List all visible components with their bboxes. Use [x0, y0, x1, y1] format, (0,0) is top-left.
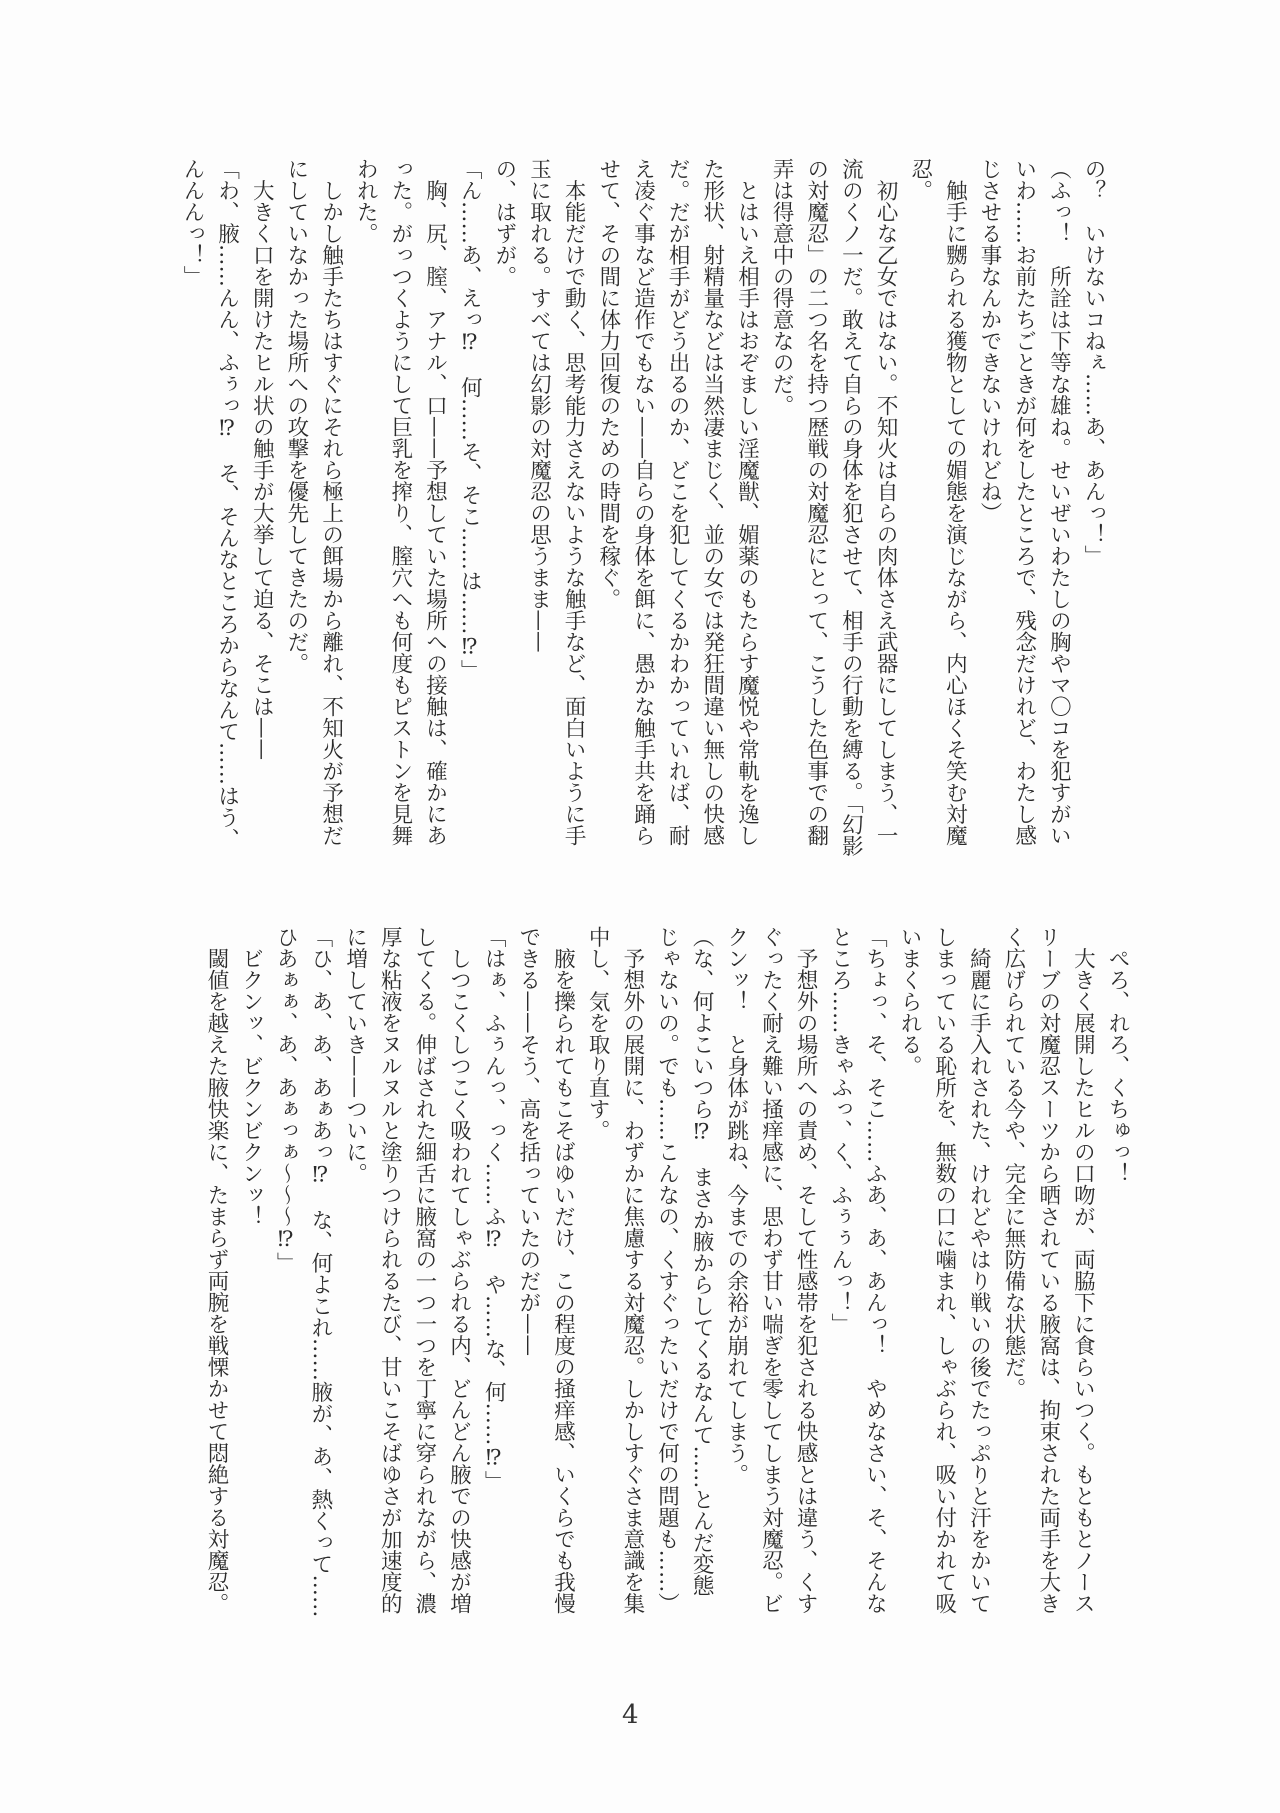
text-line: しつこくしつこく吸われてしゃぶられる内、どんどん腋での快感が増 [446, 926, 472, 1614]
text-line: ぺろ、れろ、くちゅっ！ [1105, 926, 1130, 1184]
text-line: せて、その間に体力回復のための時間を稼ぐ。 [595, 158, 621, 610]
text-line: の、はずが。 [491, 158, 517, 287]
text-line: 本能だけで動く、思考能力さえないような触手など、面白いように手 [561, 158, 587, 846]
text-line: 「わ、腋……んん、ふぅっ⁉ そ、そんなところからなんて……はう、 [214, 158, 240, 850]
text-line: 大きく展開したヒルの口吻が、両脇下に食らいつく。もともとノース [1070, 926, 1096, 1614]
text-line: 初心な乙女ではない。不知火は自らの肉体さえ武器にしてしまう、一 [873, 158, 899, 846]
text-line: の対魔忍」の二つ名を持つ歴戦の対魔忍にとって、こうした色事での翻 [803, 158, 829, 846]
text-line: 「ひ、あ、あ、あぁあっ⁉ な、何よこれ……腋が、あ、熱くって…… [307, 926, 333, 1618]
text-line: とはいえ相手はおぞましい淫魔獣、媚薬のもたらす魔悦や常軌を逸し [734, 158, 760, 846]
text-line: の？ いけないコねぇ……あ、あんっ！」 [1081, 158, 1106, 567]
text-line: 触手に嬲られる獲物としての媚態を演じながら、内心ほくそ笑む対魔 [942, 158, 968, 846]
text-line: ところ……きゃふっ、く、ふぅぅんっ！」 [827, 926, 853, 1335]
text-line: 綺麗に手入れされた、けれどやはり戦いの後でたっぷりと汗をかいて [966, 926, 992, 1614]
text-line: だ。だが相手がどう出るのか、どこを犯してくるかわかっていれば、耐 [665, 158, 691, 846]
text-line: 胸、尻、膣、アナル、口——予想していた場所への接触は、確かにあ [422, 158, 448, 846]
text-line: われた。 [353, 158, 379, 244]
text-line: 閾値を越えた腋快楽に、たまらず両腕を戦慄かせて悶絶する対魔忍。 [203, 926, 229, 1614]
text-line: く広げられている今や、完全に無防備な状態だ。 [1001, 926, 1027, 1399]
text-line: しかし触手たちはすぐにそれら極上の餌場から離れ、不知火が予想だ [318, 158, 344, 846]
page-number: 4 [622, 1700, 639, 1730]
text-line: 「ちょっ、そ、そこ……ふあ、あ、あんっ！ やめなさい、そ、そんな [862, 926, 888, 1614]
text-line: （ふっ！ 所詮は下等な雄ね。せいぜいわたしの胸やマ〇コを犯すがい [1046, 158, 1072, 846]
text-line: 予想外の展開に、わずかに焦慮する対魔忍。しかしすぐさま意識を集 [619, 926, 645, 1614]
text-line: ひあぁぁ、あ、あぁっぁ〜〜〜⁉」 [273, 926, 299, 1274]
text-line: ビクンッ、ビクンビクンッ！ [238, 926, 264, 1227]
text-line: いまくられる。 [897, 926, 923, 1077]
text-line: 流のくノ一だ。敢えて自らの身体を犯させて、相手の行動を縛る。「幻影 [838, 158, 864, 857]
text-line: （な、何よこいつら⁉ まさか腋からしてくるなんて……とんだ変態 [689, 926, 715, 1596]
text-line: 腋を擽られてもこそばゆいだけ、この程度の掻痒感、いくらでも我慢 [550, 926, 576, 1614]
text-line: に増していき——ついに。 [342, 926, 368, 1184]
lower-text-block [198, 926, 1134, 1638]
text-line: じゃないの。でも……こんなの、くすぐったいだけで何の問題も……） [654, 926, 680, 1614]
text-line: できる——そう、高を括っていたのだが—— [515, 926, 541, 1356]
text-line: しまっている恥所を、無数の口に噛まれ、しゃぶられ、吸い付かれて吸 [931, 926, 957, 1614]
text-line: 弄は得意中の得意なのだ。 [769, 158, 795, 416]
text-line: いわ……お前たちごときが何をしたところで、残念だけれど、わたし感 [1011, 158, 1037, 846]
text-line: 大きく口を開けたヒル状の触手が大挙して迫る、そこは—— [249, 158, 275, 760]
text-line: 玉に取れる。すべては幻影の対魔忍の思うまま—— [526, 158, 552, 653]
text-line: 「はぁ、ふぅんっ、っく……ふ⁉ や……な、何……⁉」 [481, 926, 507, 1492]
text-line: リーブの対魔忍スーツから晒されている腋窩は、拘束された両手を大き [1035, 926, 1061, 1614]
text-line: 中し、気を取り直す。 [585, 926, 611, 1141]
text-line: 予想外の場所への責め、そして性感帯を犯される快感とは違う、くす [793, 926, 819, 1614]
text-line: してくる。伸ばされた細舌に腋窩の一つ一つを丁寧に穿られながら、濃 [411, 926, 437, 1614]
text-line: ぐったく耐え難い掻痒感に、思わず甘い喘ぎを零してしまう対魔忍。ビ [758, 926, 784, 1614]
text-line: じさせる事なんかできないけれどね） [977, 158, 1003, 524]
text-line: にしていなかった場所への攻撃を優先してきたのだ。 [283, 158, 309, 674]
text-line: クンッ！ と身体が跳ね、今までの余裕が崩れてしまう。 [723, 926, 749, 1485]
text-line: 忍。 [907, 158, 933, 201]
text-line: 「ん……あ、えっ⁉ 何……そ、そこ……は……⁉」 [457, 158, 483, 681]
text-line: った。がっつくようにして巨乳を搾り、膣穴へも何度もピストンを見舞 [387, 158, 413, 846]
upper-text-block [174, 158, 1110, 870]
text-line: んんんっ！」 [179, 158, 205, 287]
text-line: た形状、射精量などは当然凄まじく、並の女では発狂間違い無しの快感 [699, 158, 725, 846]
text-line: 厚な粘液をヌルヌルと塗りつけられるたび、甘いこそばゆさが加速度的 [377, 926, 403, 1614]
text-line: え凌ぐ事など造作でもない——自らの身体を餌に、愚かな触手共を踊ら [630, 158, 656, 846]
